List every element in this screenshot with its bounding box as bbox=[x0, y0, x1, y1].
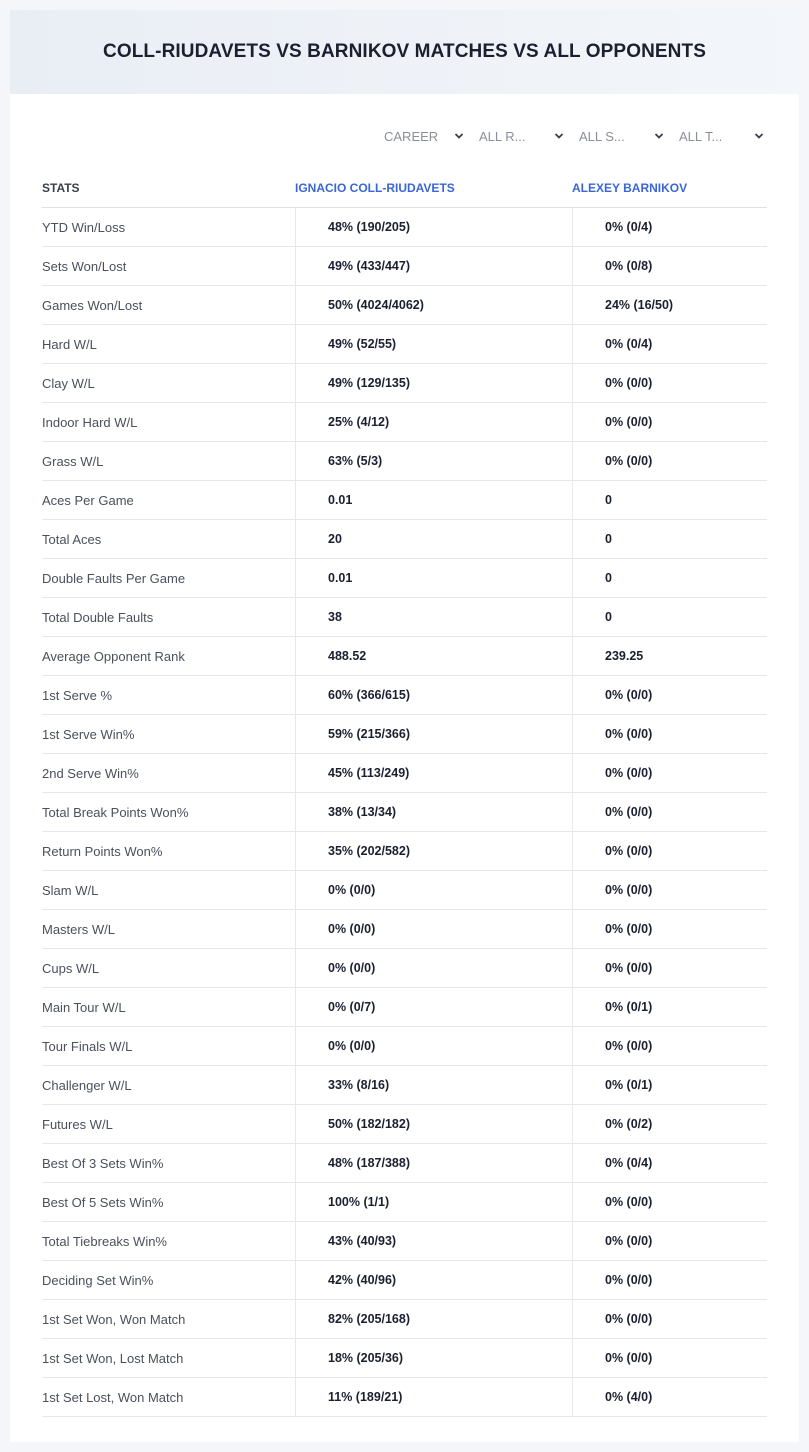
filter-period-select[interactable] bbox=[384, 126, 464, 146]
filter-surface-label: ALL S... bbox=[579, 128, 625, 144]
player2-value: 0% (0/0) bbox=[572, 910, 767, 948]
stat-label: 1st Set Lost, Won Match bbox=[42, 1389, 184, 1405]
stat-label: Sets Won/Lost bbox=[42, 258, 127, 274]
player2-value: 0% (0/0) bbox=[572, 832, 767, 870]
table-row bbox=[42, 208, 767, 247]
player1-value: 45% (113/249) bbox=[295, 754, 572, 792]
stat-label: Best Of 3 Sets Win% bbox=[42, 1155, 164, 1171]
player2-value: 0% (0/2) bbox=[572, 1105, 767, 1143]
player2-value: 0% (0/0) bbox=[572, 403, 767, 441]
stat-label: Futures W/L bbox=[42, 1116, 113, 1132]
table-row bbox=[42, 364, 767, 403]
table-row bbox=[42, 871, 767, 910]
player1-value: 35% (202/582) bbox=[295, 832, 572, 870]
player2-value: 0% (0/0) bbox=[572, 1339, 767, 1377]
player2-value: 0% (0/0) bbox=[572, 871, 767, 909]
player1-value: 0.01 bbox=[295, 481, 572, 519]
stat-label: Cups W/L bbox=[42, 960, 100, 976]
player2-value: 0% (0/0) bbox=[572, 442, 767, 480]
stat-label: Tour Finals W/L bbox=[42, 1038, 133, 1054]
table-row bbox=[42, 1027, 767, 1066]
player1-value: 20 bbox=[295, 520, 572, 558]
stat-label: Total Tiebreaks Win% bbox=[42, 1233, 167, 1249]
table-row bbox=[42, 286, 767, 325]
stats-card bbox=[10, 10, 799, 1442]
table-row bbox=[42, 988, 767, 1027]
player2-value: 0% (0/0) bbox=[572, 793, 767, 831]
player2-value: 0% (0/4) bbox=[572, 325, 767, 363]
player1-value: 100% (1/1) bbox=[295, 1183, 572, 1221]
player2-value: 0% (0/0) bbox=[572, 1027, 767, 1065]
column-header-player2-link[interactable]: ALEXEY BARNIKOV bbox=[572, 180, 688, 195]
stat-label: Clay W/L bbox=[42, 375, 95, 391]
player1-value: 25% (4/12) bbox=[295, 403, 572, 441]
stat-label: Games Won/Lost bbox=[42, 297, 143, 313]
table-row bbox=[42, 715, 767, 754]
player2-value: 0% (0/8) bbox=[572, 247, 767, 285]
player1-value: 60% (366/615) bbox=[295, 676, 572, 714]
player1-value: 0% (0/0) bbox=[295, 949, 572, 987]
filter-period-label: CAREER bbox=[384, 128, 439, 144]
player2-value: 0% (0/0) bbox=[572, 715, 767, 753]
player2-value: 0 bbox=[572, 559, 767, 597]
table-row bbox=[42, 1183, 767, 1222]
table-row bbox=[42, 1222, 767, 1261]
player1-value: 49% (129/135) bbox=[295, 364, 572, 402]
player2-value: 0% (0/4) bbox=[572, 208, 767, 246]
stat-label: Total Aces bbox=[42, 531, 102, 547]
player2-value: 0% (0/0) bbox=[572, 1183, 767, 1221]
player1-value: 50% (182/182) bbox=[295, 1105, 572, 1143]
stat-label: Deciding Set Win% bbox=[42, 1272, 154, 1288]
stat-label: YTD Win/Loss bbox=[42, 219, 126, 235]
player1-value: 48% (190/205) bbox=[295, 208, 572, 246]
player1-value: 49% (433/447) bbox=[295, 247, 572, 285]
player1-value: 38% (13/34) bbox=[295, 793, 572, 831]
table-row bbox=[42, 832, 767, 871]
table-row bbox=[42, 1105, 767, 1144]
stat-label: Indoor Hard W/L bbox=[42, 414, 138, 430]
player1-value: 18% (205/36) bbox=[295, 1339, 572, 1377]
player2-value: 0 bbox=[572, 598, 767, 636]
stats-table bbox=[42, 168, 767, 1417]
table-row bbox=[42, 442, 767, 481]
filter-tournament-select[interactable] bbox=[679, 126, 764, 146]
stat-label: Aces Per Game bbox=[42, 492, 134, 508]
stat-label: Grass W/L bbox=[42, 453, 104, 469]
stat-label: Main Tour W/L bbox=[42, 999, 126, 1015]
player2-value: 0% (0/0) bbox=[572, 1300, 767, 1338]
player2-value: 0% (0/1) bbox=[572, 988, 767, 1026]
stat-label: Double Faults Per Game bbox=[42, 570, 186, 586]
table-row bbox=[42, 325, 767, 364]
table-row bbox=[42, 403, 767, 442]
table-row bbox=[42, 481, 767, 520]
player2-value: 0% (0/0) bbox=[572, 364, 767, 402]
table-row bbox=[42, 520, 767, 559]
stat-label: 1st Serve Win% bbox=[42, 726, 135, 742]
player1-value: 0% (0/7) bbox=[295, 988, 572, 1026]
player1-value: 33% (8/16) bbox=[295, 1066, 572, 1104]
chevron-down-icon bbox=[454, 131, 464, 141]
stat-label: 1st Set Won, Won Match bbox=[42, 1311, 186, 1327]
player2-value: 0% (0/0) bbox=[572, 754, 767, 792]
column-header-player1-link[interactable]: IGNACIO COLL-RIUDAVETS bbox=[295, 180, 455, 195]
filter-bar bbox=[10, 126, 799, 146]
table-row bbox=[42, 949, 767, 988]
player1-value: 11% (189/21) bbox=[295, 1378, 572, 1416]
table-row bbox=[42, 637, 767, 676]
player2-value: 0% (0/4) bbox=[572, 1144, 767, 1182]
player2-value: 0 bbox=[572, 520, 767, 558]
player1-value: 488.52 bbox=[295, 637, 572, 675]
table-row bbox=[42, 598, 767, 637]
player2-value: 0% (4/0) bbox=[572, 1378, 767, 1416]
player1-value: 0.01 bbox=[295, 559, 572, 597]
stat-label: 1st Serve % bbox=[42, 687, 113, 703]
player2-value: 0% (0/0) bbox=[572, 1222, 767, 1260]
stat-label: Best Of 5 Sets Win% bbox=[42, 1194, 164, 1210]
table-row bbox=[42, 1339, 767, 1378]
player2-value: 239.25 bbox=[572, 637, 767, 675]
stat-label: Return Points Won% bbox=[42, 843, 163, 859]
player2-value: 0 bbox=[572, 481, 767, 519]
table-row bbox=[42, 559, 767, 598]
player2-value: 0% (0/0) bbox=[572, 1261, 767, 1299]
card-header bbox=[10, 10, 799, 94]
player2-value: 0% (0/0) bbox=[572, 949, 767, 987]
stat-label: Slam W/L bbox=[42, 882, 99, 898]
table-body bbox=[42, 208, 767, 1417]
stat-label: Total Break Points Won% bbox=[42, 804, 189, 820]
table-row bbox=[42, 1066, 767, 1105]
player1-value: 38 bbox=[295, 598, 572, 636]
player1-value: 0% (0/0) bbox=[295, 910, 572, 948]
player1-value: 43% (40/93) bbox=[295, 1222, 572, 1260]
filter-surface-select[interactable] bbox=[579, 126, 664, 146]
player1-value: 48% (187/388) bbox=[295, 1144, 572, 1182]
player1-value: 0% (0/0) bbox=[295, 871, 572, 909]
player1-value: 0% (0/0) bbox=[295, 1027, 572, 1065]
table-row bbox=[42, 910, 767, 949]
table-row bbox=[42, 754, 767, 793]
table-row bbox=[42, 1378, 767, 1417]
filter-round-label: ALL R... bbox=[479, 128, 526, 144]
player2-value: 0% (0/0) bbox=[572, 676, 767, 714]
column-header-stats: STATS bbox=[42, 180, 80, 195]
table-header bbox=[42, 168, 767, 208]
table-row bbox=[42, 1300, 767, 1339]
stat-label: Challenger W/L bbox=[42, 1077, 132, 1093]
filter-round-select[interactable] bbox=[479, 126, 564, 146]
player1-value: 82% (205/168) bbox=[295, 1300, 572, 1338]
filter-tournament-label: ALL T... bbox=[679, 128, 723, 144]
chevron-down-icon bbox=[754, 131, 764, 141]
page-title: COLL-RIUDAVETS VS BARNIKOV MATCHES VS ALL OPPONENTS bbox=[103, 41, 706, 62]
chevron-down-icon bbox=[654, 131, 664, 141]
table-row bbox=[42, 676, 767, 715]
stat-label: 2nd Serve Win% bbox=[42, 765, 139, 781]
stat-label: Total Double Faults bbox=[42, 609, 154, 625]
player1-value: 59% (215/366) bbox=[295, 715, 572, 753]
player1-value: 63% (5/3) bbox=[295, 442, 572, 480]
player2-value: 24% (16/50) bbox=[572, 286, 767, 324]
stat-label: Average Opponent Rank bbox=[42, 648, 185, 664]
table-row bbox=[42, 793, 767, 832]
table-row bbox=[42, 1144, 767, 1183]
table-row bbox=[42, 247, 767, 286]
chevron-down-icon bbox=[554, 131, 564, 141]
stat-label: Hard W/L bbox=[42, 336, 97, 352]
stat-label: 1st Set Won, Lost Match bbox=[42, 1350, 184, 1366]
player1-value: 50% (4024/4062) bbox=[295, 286, 572, 324]
player2-value: 0% (0/1) bbox=[572, 1066, 767, 1104]
stat-label: Masters W/L bbox=[42, 921, 115, 937]
player1-value: 42% (40/96) bbox=[295, 1261, 572, 1299]
player1-value: 49% (52/55) bbox=[295, 325, 572, 363]
table-row bbox=[42, 1261, 767, 1300]
